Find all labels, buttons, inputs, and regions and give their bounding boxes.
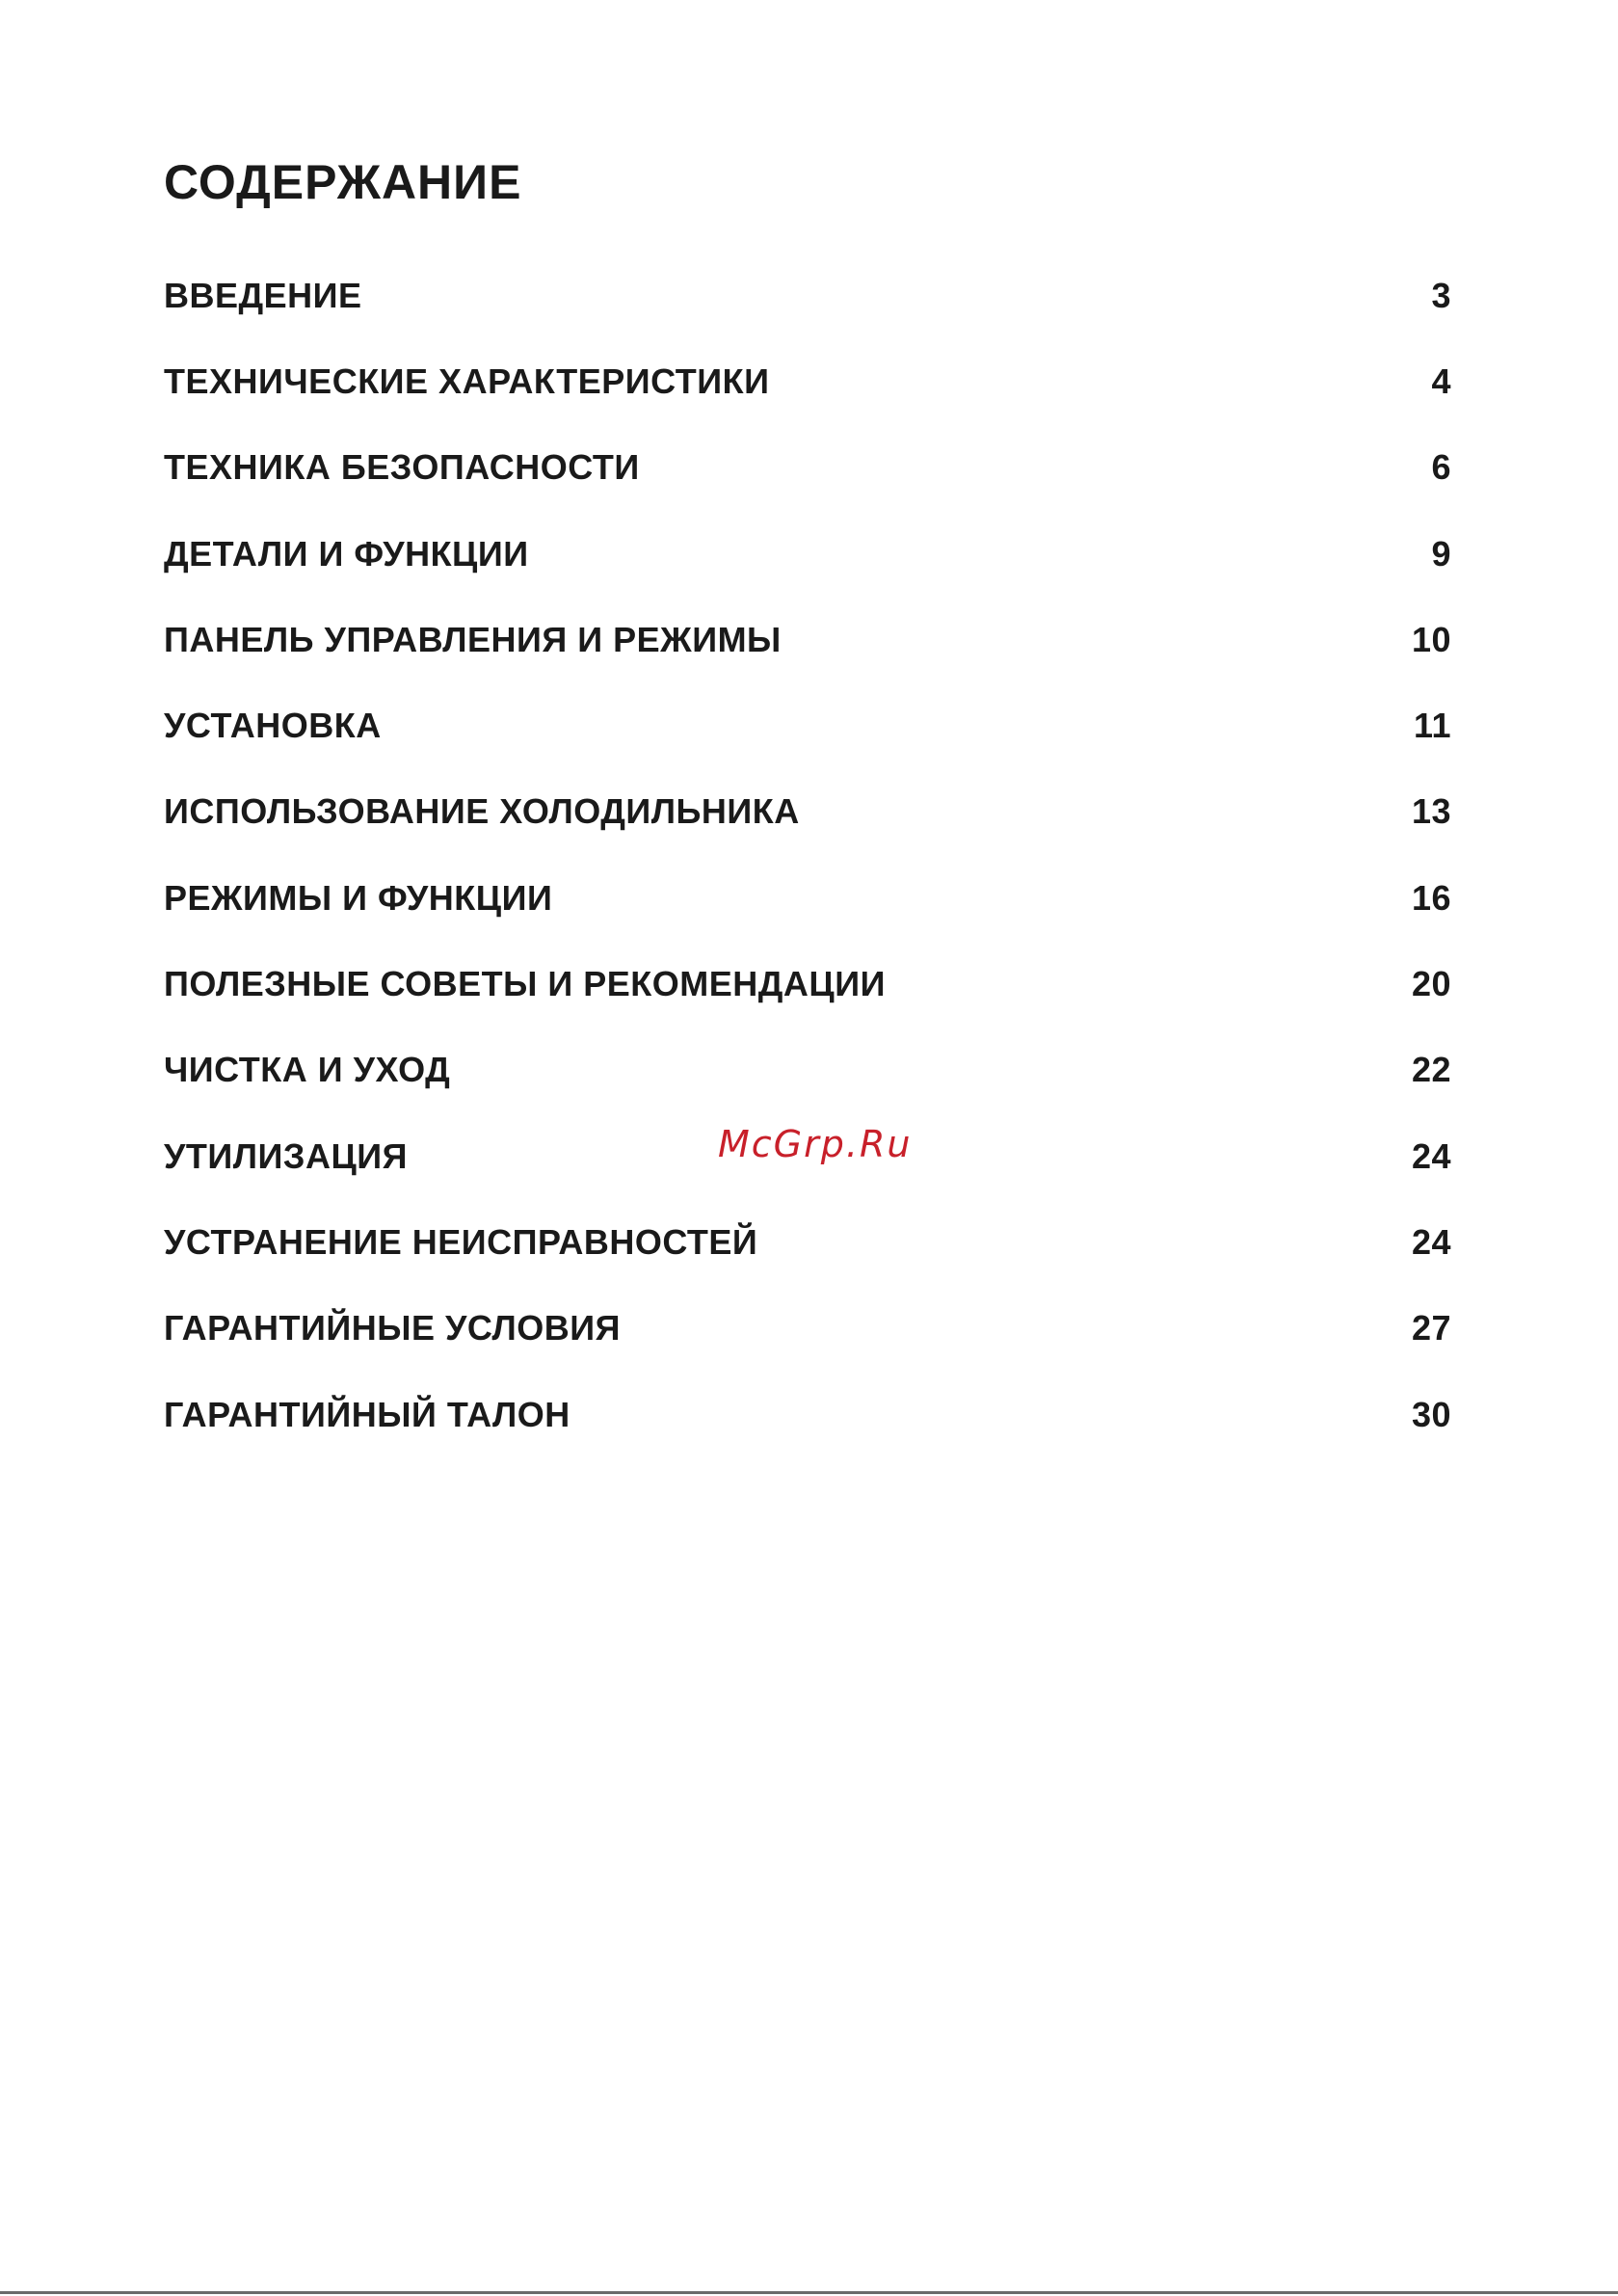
toc-entry[interactable] <box>164 769 1451 855</box>
toc-entry-page: 10 <box>1411 619 1451 659</box>
toc-entry[interactable] <box>164 1286 1451 1372</box>
toc-entry[interactable] <box>164 597 1451 682</box>
toc-entry[interactable] <box>164 855 1451 941</box>
toc-entry[interactable] <box>164 682 1451 768</box>
toc-entry[interactable] <box>164 1372 1451 1457</box>
toc-entry-label: ДЕТАЛИ И ФУНКЦИИ <box>164 533 529 574</box>
toc-entry-label: ПОЛЕЗНЫЕ СОВЕТЫ И РЕКОМЕНДАЦИИ <box>164 964 886 1004</box>
toc-entry-label: ВВЕДЕНИЕ <box>164 275 362 315</box>
toc-entry[interactable] <box>164 425 1451 511</box>
bottom-divider <box>0 2291 1618 2294</box>
toc-entry-page: 16 <box>1411 877 1451 918</box>
toc-entry-page: 24 <box>1411 1221 1451 1262</box>
toc-entry-page: 13 <box>1411 791 1451 832</box>
toc-entry-label: УСТАНОВКА <box>164 706 382 746</box>
toc-entry-label: УТИЛИЗАЦИЯ <box>164 1135 408 1176</box>
toc-entry[interactable] <box>164 941 1451 1027</box>
toc-entry-label: РЕЖИМЫ И ФУНКЦИИ <box>164 877 553 918</box>
watermark-text: McGrp.Ru <box>718 1123 913 1165</box>
toc-entry[interactable] <box>164 253 1451 338</box>
toc-entry-page: 22 <box>1411 1050 1451 1090</box>
toc-entry-label: ТЕХНИЧЕСКИЕ ХАРАКТЕРИСТИКИ <box>164 360 770 401</box>
toc-entry-label: УСТРАНЕНИЕ НЕИСПРАВНОСТЕЙ <box>164 1221 758 1262</box>
toc-list <box>164 253 1451 1457</box>
toc-entry-page: 6 <box>1431 447 1451 488</box>
toc-entry-page: 24 <box>1411 1135 1451 1176</box>
toc-entry-page: 27 <box>1411 1308 1451 1348</box>
toc-entry-label: ГАРАНТИЙНЫЙ ТАЛОН <box>164 1394 570 1434</box>
toc-entry-page: 9 <box>1431 533 1451 574</box>
page-title: СОДЕРЖАНИЕ <box>164 155 522 209</box>
toc-entry[interactable] <box>164 1028 1451 1113</box>
toc-entry-page: 11 <box>1413 706 1451 746</box>
toc-entry-page: 4 <box>1431 360 1451 401</box>
toc-entry-label: ГАРАНТИЙНЫЕ УСЛОВИЯ <box>164 1308 621 1348</box>
toc-entry-page: 20 <box>1411 964 1451 1004</box>
toc-entry[interactable] <box>164 338 1451 424</box>
toc-entry-label: ЧИСТКА И УХОД <box>164 1050 451 1090</box>
toc-entry-page: 3 <box>1431 275 1451 315</box>
toc-entry[interactable] <box>164 1199 1451 1285</box>
toc-entry[interactable] <box>164 511 1451 597</box>
toc-entry-page: 30 <box>1411 1394 1451 1434</box>
toc-entry-label: ИСПОЛЬЗОВАНИЕ ХОЛОДИЛЬНИКА <box>164 791 800 832</box>
toc-entry-label: ПАНЕЛЬ УПРАВЛЕНИЯ И РЕЖИМЫ <box>164 619 782 659</box>
toc-entry-label: ТЕХНИКА БЕЗОПАСНОСТИ <box>164 447 640 488</box>
